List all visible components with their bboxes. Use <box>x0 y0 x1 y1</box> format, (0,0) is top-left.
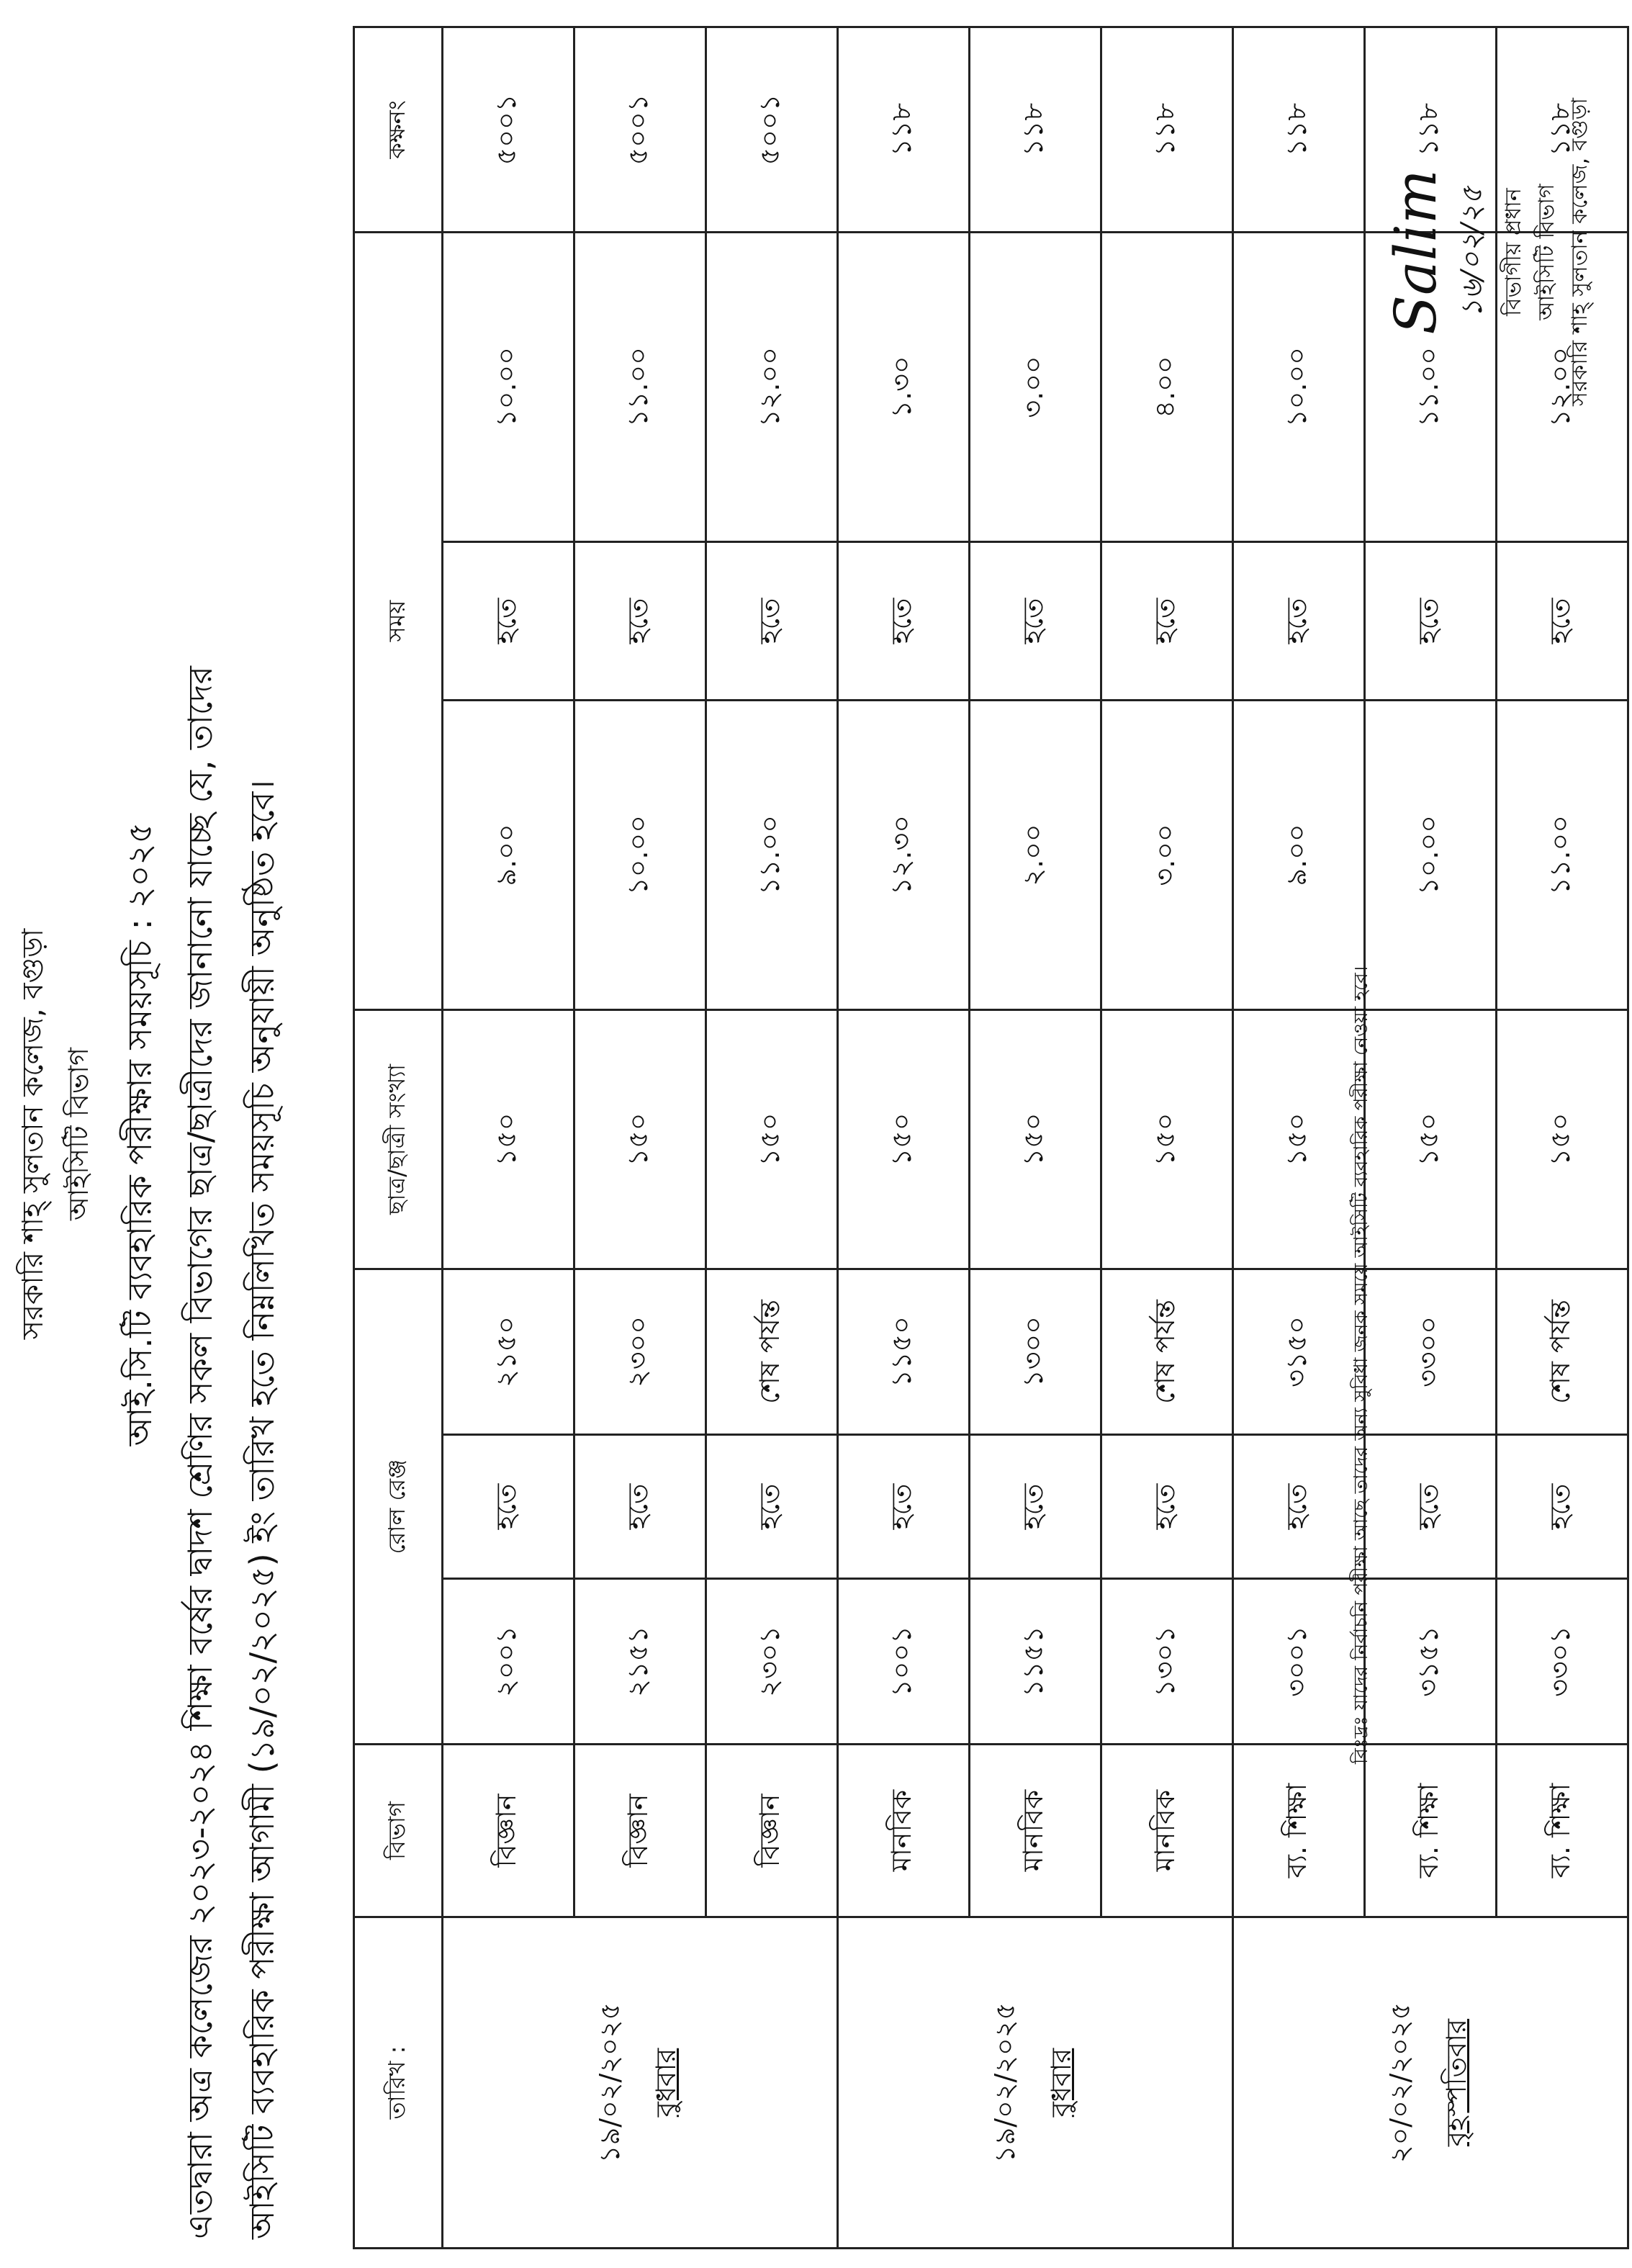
cell-department: ব্য. শিক্ষা <box>1233 1745 1365 1917</box>
cell-time-to: ১.৩০ <box>838 232 970 541</box>
cell-room: ৫০০১ <box>706 27 838 232</box>
cell-time-to: ১২.০০ <box>706 232 838 541</box>
cell-count: ১৫০ <box>443 1010 574 1269</box>
cell-time-from: ১২.৩০ <box>838 701 970 1010</box>
table-row <box>838 27 970 2248</box>
header-room: কক্ষনং <box>354 27 443 232</box>
cell-roll-to: ১১৫০ <box>838 1269 970 1435</box>
date-value: ১৯/০২/২০২৫ <box>594 2002 626 2164</box>
cell-time-from: ১০.০০ <box>1365 701 1497 1010</box>
cell-time-to: ১০.০০ <box>443 232 574 541</box>
cell-roll-to: শেষ পর্যন্ত <box>1101 1269 1233 1435</box>
cell-roll-from: ২০০১ <box>443 1579 574 1745</box>
header-row <box>354 27 443 2248</box>
college-name: সরকারি শাহ্ সুলতান কলেজ, বগুড়া <box>17 928 50 1340</box>
cell-count: ১৫০ <box>1497 1010 1628 1269</box>
cell-roll-to: ২৩০০ <box>574 1269 706 1435</box>
header-count: ছাত্র/ছাত্রী সংখ্যা <box>354 1010 443 1269</box>
date-value: ১৯/০২/২০২৫ <box>989 2002 1021 2164</box>
notice-line-2: আইসিটি ব্যবহারিক পরীক্ষা আগামী (১৯/০২/২০২৫) ইং তারিখ হতে নিম্নলিখিত সময়সূচি অনুযায়ী অনুষ্ঠিত হবে। <box>243 780 281 2239</box>
cell-department: মানবিক <box>1101 1745 1233 1917</box>
cell-roll-to: ৩১৫০ <box>1233 1269 1365 1435</box>
cell-count: ১৫০ <box>970 1010 1101 1269</box>
cell-roll-hote: হতে <box>1233 1435 1365 1579</box>
cell-roll-hote: হতে <box>1101 1435 1233 1579</box>
day-value: বুধবার <box>1045 2048 1077 2118</box>
cell-roll-hote: হতে <box>706 1435 838 1579</box>
cell-room: ১১৮ <box>1101 27 1233 232</box>
signature-title: বিভাগীয় প্রধান <box>1501 188 1526 316</box>
cell-room: ১১৮ <box>838 27 970 232</box>
table-row <box>443 27 574 2248</box>
cell-department: বিজ্ঞান <box>443 1745 574 1917</box>
cell-roll-from: ২৩০১ <box>706 1579 838 1745</box>
signature-department: আইসিটি বিভাগ <box>1534 184 1559 320</box>
cell-time-to: ১২.০০ <box>1497 232 1628 541</box>
signature-mark: Salim <box>1382 169 1449 335</box>
cell-time-from: ১১.০০ <box>1497 701 1628 1010</box>
cell-time-hote: হতে <box>1101 542 1233 701</box>
cell-department: ব্য. শিক্ষা <box>1497 1745 1628 1917</box>
cell-time-hote: হতে <box>970 542 1101 701</box>
cell-time-hote: হতে <box>1365 542 1497 701</box>
cell-roll-from: ৩১৫১ <box>1365 1579 1497 1745</box>
cell-time-hote: হতে <box>1233 542 1365 701</box>
cell-roll-hote: হতে <box>838 1435 970 1579</box>
table-row <box>706 27 838 2248</box>
cell-roll-hote: হতে <box>1365 1435 1497 1579</box>
cell-room: ১১৮ <box>1233 27 1365 232</box>
notice-line-1: এতদ্বারা অত্র কলেজের ২০২৩-২০২৪ শিক্ষা বর্ষের দ্বাদশ শ্রেণির সকল বিভাগের ছাত্র/ছাত্রীদের জানানো যাচ্ছে যে, তাদের <box>181 666 220 2239</box>
cell-time-from: ২.০০ <box>970 701 1101 1010</box>
day-value: বুধবার <box>650 2048 682 2118</box>
table-row <box>574 27 706 2248</box>
date-value: ২০/০২/২০২৫ <box>1384 2002 1416 2164</box>
cell-roll-hote: হতে <box>1497 1435 1628 1579</box>
cell-roll-from: ২১৫১ <box>574 1579 706 1745</box>
header-time: সময় <box>354 232 443 1009</box>
table-row <box>970 27 1101 2248</box>
cell-roll-to: ১৩০০ <box>970 1269 1101 1435</box>
cell-time-to: ১০.০০ <box>1233 232 1365 541</box>
cell-time-to: ৩.০০ <box>970 232 1101 541</box>
cell-time-to: ৪.০০ <box>1101 232 1233 541</box>
cell-time-from: ৯.০০ <box>1233 701 1365 1010</box>
cell-roll-to: শেষ পর্যন্ত <box>1497 1269 1628 1435</box>
cell-roll-from: ১৩০১ <box>1101 1579 1233 1745</box>
header-roll-range: রোল রেঞ্জ <box>354 1269 443 1745</box>
cell-roll-to: শেষ পর্যন্ত <box>706 1269 838 1435</box>
header-department: বিভাগ <box>354 1745 443 1917</box>
cell-room: ১১৮ <box>1365 27 1497 232</box>
cell-roll-hote: হতে <box>574 1435 706 1579</box>
cell-count: ১৫০ <box>1233 1010 1365 1269</box>
cell-time-to: ১১.০০ <box>1365 232 1497 541</box>
cell-room: ৫০০১ <box>574 27 706 232</box>
cell-roll-from: ১১৫১ <box>970 1579 1101 1745</box>
table-row <box>1233 27 1365 2248</box>
cell-time-hote: হতে <box>574 542 706 701</box>
signature-block <box>1382 72 1597 432</box>
cell-roll-hote: হতে <box>443 1435 574 1579</box>
footnote: বিঃদ্রঃ যাদের নির্বাচনি পরীক্ষা আছে তাদের অন্য সুবিধা জনক সময়ে আইসিটি ব্যবহারিক পরীক্ষা নেওয়া হবে। <box>1351 966 1372 1764</box>
cell-roll-from: ১০০১ <box>838 1579 970 1745</box>
cell-department: বিজ্ঞান <box>706 1745 838 1917</box>
cell-count: ১৫০ <box>574 1010 706 1269</box>
cell-department: মানবিক <box>838 1745 970 1917</box>
cell-room: ১১৮ <box>1497 27 1628 232</box>
cell-roll-hote: হতে <box>970 1435 1101 1579</box>
cell-time-from: ৯.০০ <box>443 701 574 1010</box>
cell-time-hote: হতে <box>443 542 574 701</box>
cell-count: ১৫০ <box>838 1010 970 1269</box>
cell-date-group <box>838 1917 1233 2249</box>
cell-roll-to: ২১৫০ <box>443 1269 574 1435</box>
cell-date-group <box>1233 1917 1628 2249</box>
cell-count: ১৫০ <box>1365 1010 1497 1269</box>
table-row <box>1101 27 1233 2248</box>
cell-time-from: ৩.০০ <box>1101 701 1233 1010</box>
cell-room: ৫০০১ <box>443 27 574 232</box>
cell-time-hote: হতে <box>1497 542 1628 701</box>
cell-department: মানবিক <box>970 1745 1101 1917</box>
signature-date: ১৬/০২/২৫ <box>1456 186 1489 318</box>
cell-room: ১১৮ <box>970 27 1101 232</box>
cell-roll-from: ৩৩০১ <box>1497 1579 1628 1745</box>
cell-count: ১৫০ <box>706 1010 838 1269</box>
schedule-title: আই.সি.টি ব্যবহারিক পরীক্ষার সময়সূচি : ২০২৫ <box>120 822 159 1446</box>
header-date: তারিখ : <box>354 1917 443 2249</box>
cell-time-hote: হতে <box>706 542 838 701</box>
cell-time-to: ১১.০০ <box>574 232 706 541</box>
cell-time-hote: হতে <box>838 542 970 701</box>
cell-department: ব্য. শিক্ষা <box>1365 1745 1497 1917</box>
cell-roll-from: ৩০০১ <box>1233 1579 1365 1745</box>
cell-time-from: ১১.০০ <box>706 701 838 1010</box>
cell-date-group <box>443 1917 838 2249</box>
cell-time-from: ১০.০০ <box>574 701 706 1010</box>
cell-department: বিজ্ঞান <box>574 1745 706 1917</box>
day-value: বৃহস্পতিবার <box>1441 2018 1472 2147</box>
signature-college: সরকারি শাহ্ সুলতান কলেজ, বগুড়া <box>1567 98 1592 406</box>
cell-count: ১৫০ <box>1101 1010 1233 1269</box>
department-name: আইসিটি বিভাগ <box>63 1048 94 1220</box>
cell-roll-to: ৩৩০০ <box>1365 1269 1497 1435</box>
notice-paragraph <box>169 65 293 2239</box>
